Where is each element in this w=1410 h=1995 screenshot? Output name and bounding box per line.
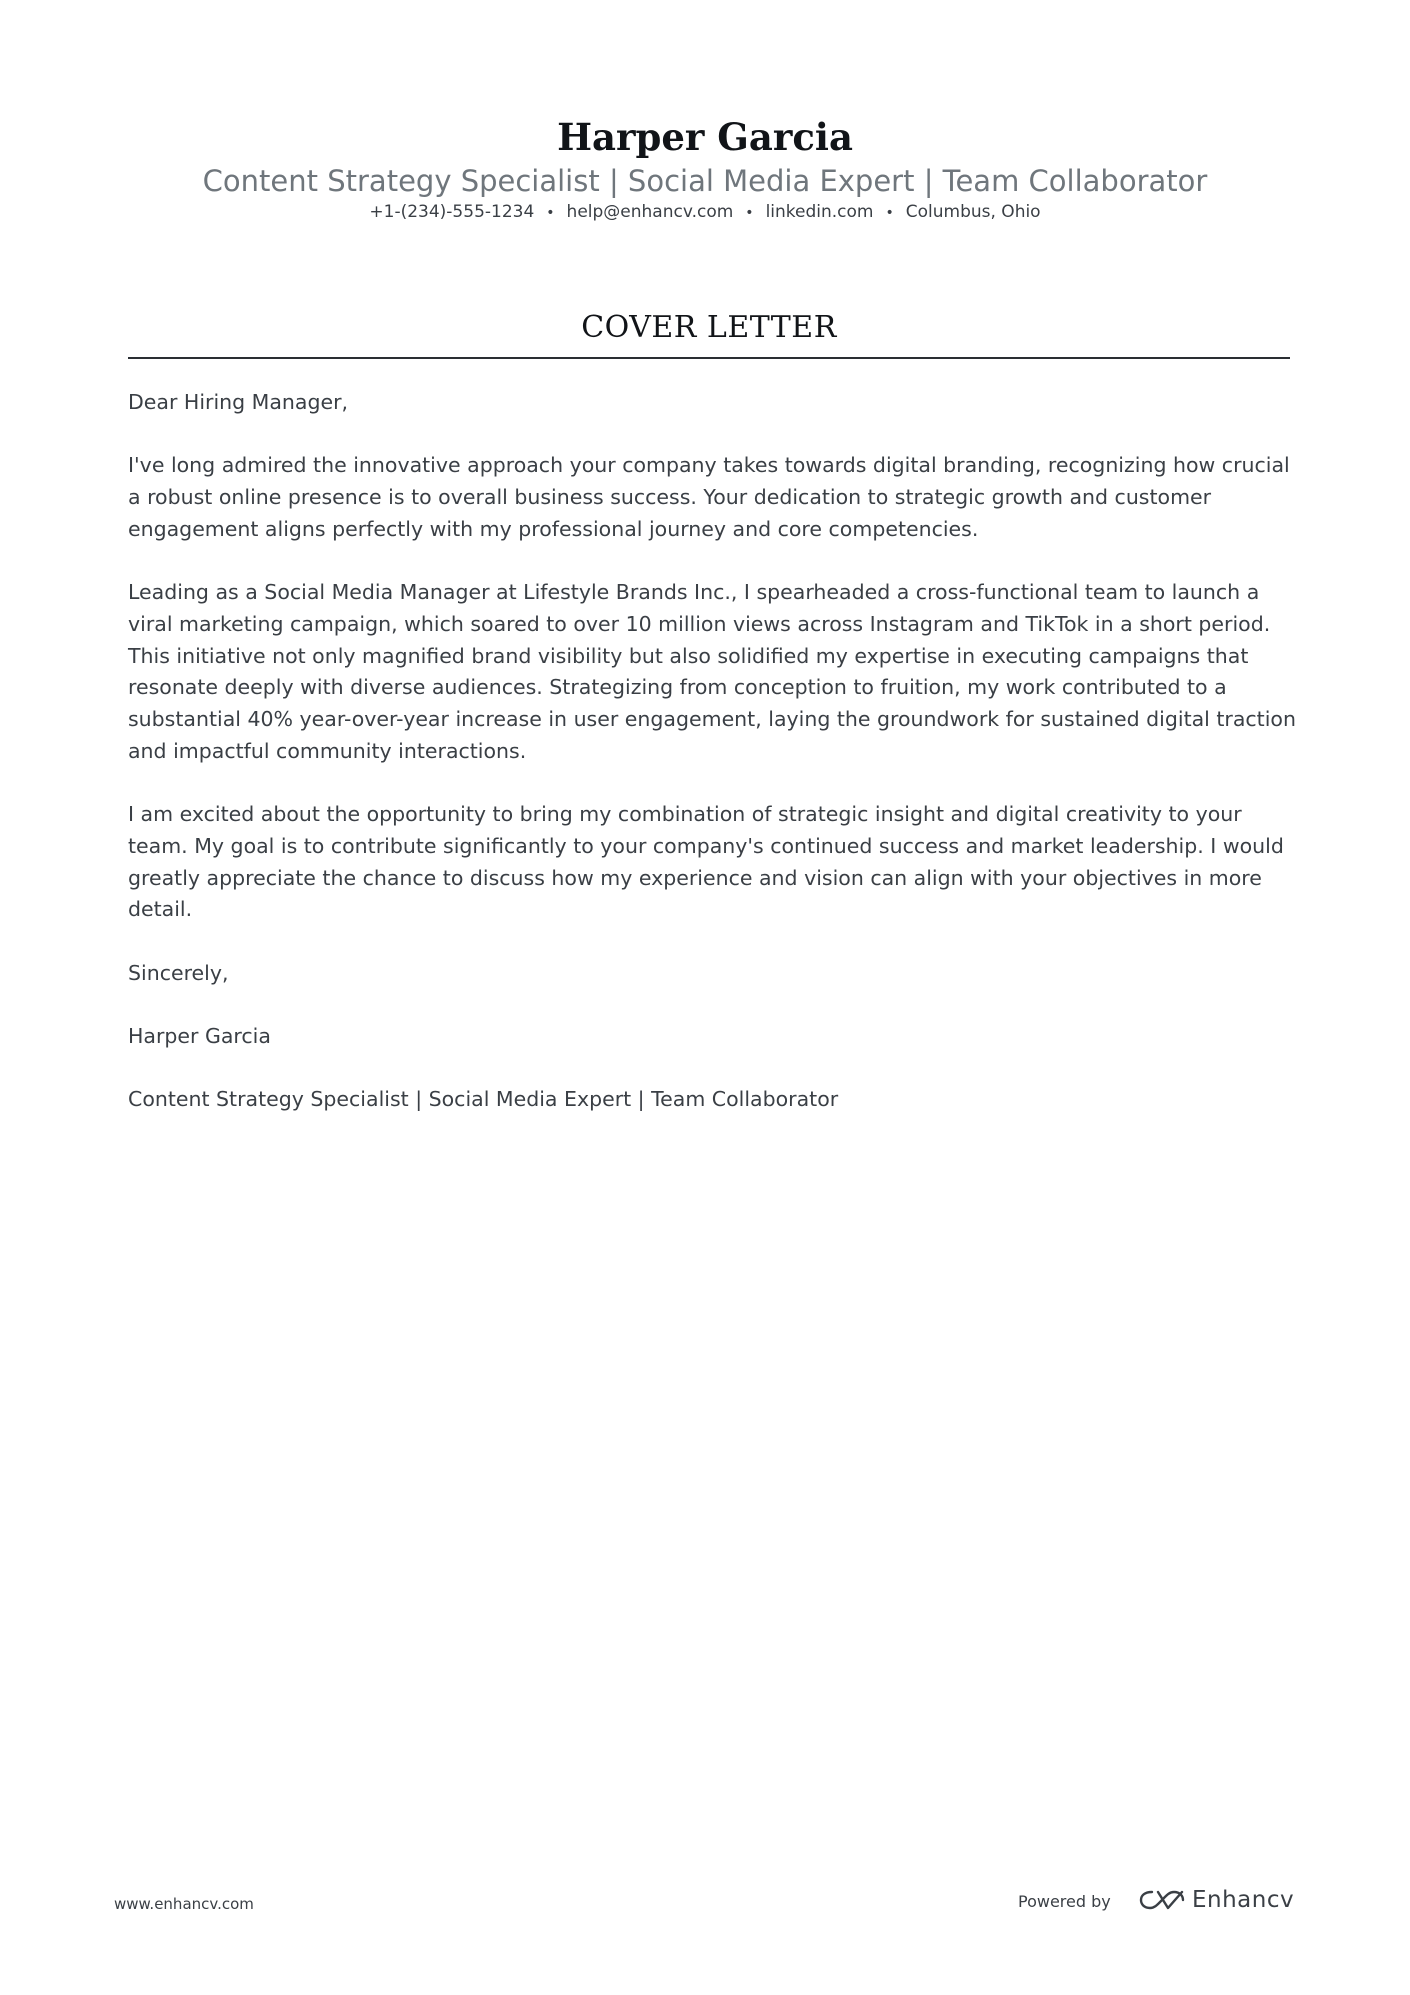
enhancv-brand[interactable] xyxy=(1138,1884,1294,1916)
bullet-separator-icon: • xyxy=(745,205,754,221)
letter-body xyxy=(128,387,1298,1148)
signature-name: Harper Garcia xyxy=(128,1023,271,1048)
section-title: COVER LETTER xyxy=(581,310,837,345)
footer-url[interactable]: www.enhancv.com xyxy=(114,1895,254,1913)
contact-email[interactable]: help@enhancv.com xyxy=(566,202,734,222)
applicant-name: Harper Garcia xyxy=(557,115,853,159)
section-divider xyxy=(128,357,1290,359)
enhancv-logo-icon xyxy=(1138,1887,1186,1913)
letter-paragraph-2: Leading as a Social Media Manager at Lifestyle Brands Inc., I spearheaded a cross-functional team to launch a viral marketing campaign, which soared to over 10 million views across Instagram and TikTok in a short period. This initiative not only magnified brand visibility but also solidified my expertise in executing campaigns that resonate deeply with diverse audiences. Strategizing from conception to fruition, my work contributed to a substantial 40% year-over-year increase in user engagement, laying the groundwork for sustained digital traction and impactful community interactions. xyxy=(128,580,1296,763)
contact-info xyxy=(0,200,1410,225)
powered-by-label: Powered by xyxy=(1018,1892,1111,1911)
bullet-separator-icon: • xyxy=(885,205,894,221)
contact-location: Columbus, Ohio xyxy=(905,202,1041,222)
enhancv-brand-name: Enhancv xyxy=(1192,1887,1295,1913)
resume-header xyxy=(0,112,1410,225)
signature-title: Content Strategy Specialist | Social Media Expert | Team Collaborator xyxy=(128,1087,839,1112)
bullet-separator-icon: • xyxy=(546,205,555,221)
letter-paragraph-1: I've long admired the innovative approach your company takes towards digital branding, recognizing how crucial a robust online presence is to overall business success. Your dedication to strategic growth and customer engagement aligns perfectly with my professional journey and core competencies. xyxy=(128,453,1290,541)
letter-closing: Sincerely, xyxy=(128,960,229,985)
contact-linkedin[interactable]: linkedin.com xyxy=(765,202,874,222)
contact-phone: +1-(234)-555-1234 xyxy=(369,202,535,222)
applicant-headline: Content Strategy Specialist | Social Media Expert | Team Collaborator xyxy=(202,164,1208,198)
letter-paragraph-3: I am excited about the opportunity to bring my combination of strategic insight and digital creativity to your team. My goal is to contribute significantly to your company's continued success and market leadership. I would greatly appreciate the chance to discuss how my experience and vision can align with your objectives in more detail. xyxy=(128,802,1284,922)
letter-greeting: Dear Hiring Manager, xyxy=(128,390,349,414)
